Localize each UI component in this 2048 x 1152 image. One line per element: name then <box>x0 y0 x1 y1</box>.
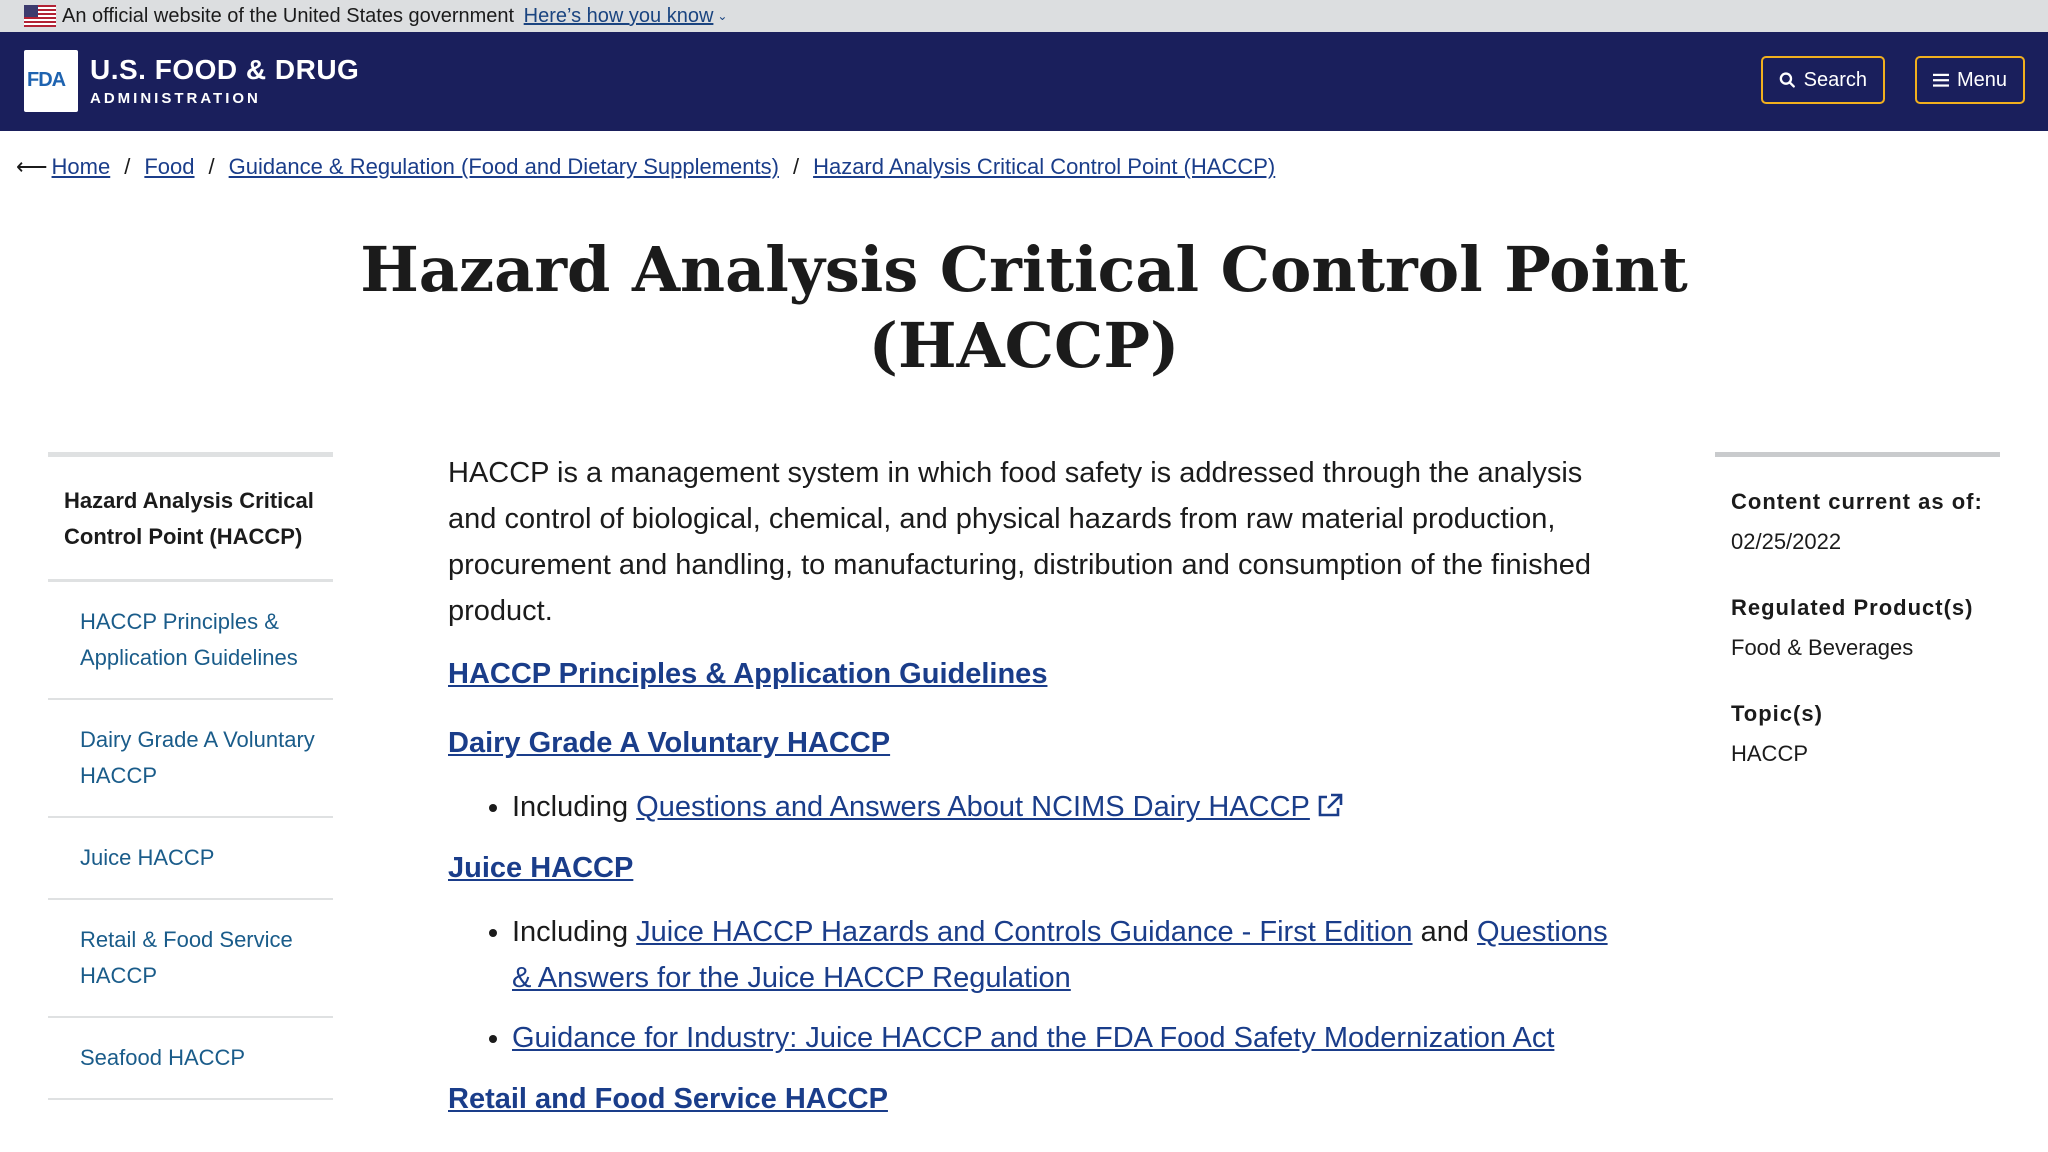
back-arrow-icon: ⟵ <box>16 154 48 179</box>
topics-value: HACCP <box>1731 741 1809 766</box>
main-content <box>448 450 1608 1116</box>
section-nav-haccp-principles[interactable]: HACCP Principles & Application Guidelines <box>48 582 333 700</box>
fda-logo[interactable]: FDA <box>24 50 78 112</box>
gov-banner <box>0 0 2048 32</box>
section-nav-juice-haccp[interactable]: Juice HACCP <box>48 818 333 900</box>
content-current-date: 02/25/2022 <box>1731 529 1842 554</box>
agency-name[interactable]: U.S. FOOD & DRUG <box>90 54 360 85</box>
chevron-down-icon: ⌄ <box>717 9 728 23</box>
gov-banner-text: An official website of the United States government <box>62 5 515 27</box>
menu-button[interactable] <box>1915 56 2025 104</box>
menu-button-label: Menu <box>1956 68 2007 91</box>
dairy-list <box>448 784 1608 830</box>
section-nav-dairy-haccp[interactable]: Dairy Grade A Voluntary HACCP <box>48 700 333 818</box>
heres-how-you-know-link[interactable]: Here’s how you know ⌄ <box>523 5 728 27</box>
list-item: • Including Questions and Answers About NCIMS Dairy HACCP <box>512 784 1608 830</box>
breadcrumb: ⟵ Home / Food / Guidance & Regulation (Food and Dietary Supplements) / Hazard Analysis Critical Control Point (HACCP) <box>16 154 1276 179</box>
search-icon <box>1779 71 1796 89</box>
regulated-products-label: Regulated Product(s) <box>1731 595 1974 620</box>
juice-list <box>448 909 1608 1061</box>
site-header <box>0 32 2048 131</box>
section-nav-retail-haccp[interactable]: Retail & Food Service HACCP <box>48 900 333 1018</box>
juice-hazards-guidance-link[interactable]: Juice HACCP Hazards and Controls Guidance - First Edition <box>636 916 1413 948</box>
section-nav-current[interactable]: Hazard Analysis Critical Control Point (HACCP) <box>48 457 333 582</box>
external-link-icon <box>1316 792 1344 818</box>
ncims-dairy-qa-link[interactable]: Questions and Answers About NCIMS Dairy HACCP <box>636 791 1310 823</box>
breadcrumb-guidance-regulation[interactable]: Guidance & Regulation (Food and Dietary Supplements) <box>228 154 779 179</box>
retail-haccp-link[interactable]: Retail and Food Service HACCP <box>448 1083 888 1115</box>
haccp-principles-link[interactable]: HACCP Principles & Application Guidelines <box>448 658 1048 690</box>
juice-haccp-link[interactable]: Juice HACCP <box>448 852 634 884</box>
breadcrumb-haccp[interactable]: Hazard Analysis Critical Control Point (HACCP) <box>813 154 1276 179</box>
section-nav <box>48 452 333 1100</box>
list-item <box>512 1015 1608 1061</box>
list-item: • Including Juice HACCP Hazards and Controls Guidance - First Edition and Questions & Answers for the Juice HACCP Regulation <box>512 909 1608 1001</box>
hamburger-icon <box>1933 72 1949 88</box>
breadcrumb-food[interactable]: Food <box>144 154 195 179</box>
section-nav-seafood-haccp[interactable]: Seafood HACCP <box>48 1018 333 1100</box>
juice-qa-link[interactable]: Questions & Answers for the Juice HACCP Regulation <box>512 916 1608 994</box>
content-info-sidebar <box>1715 452 2000 767</box>
content-current-label: Content current as of: <box>1731 489 1983 514</box>
breadcrumb-home[interactable]: Home <box>51 154 111 179</box>
topics-label: Topic(s) <box>1731 701 1823 726</box>
dairy-haccp-link[interactable]: Dairy Grade A Voluntary HACCP <box>448 727 891 759</box>
regulated-products-value: Food & Beverages <box>1731 635 1914 660</box>
page-title: Hazard Analysis Critical Control Point (HACCP) <box>360 233 1688 382</box>
intro-paragraph: HACCP is a management system in which food safety is addressed through the analysis and control of biological, chemical, and physical hazards from raw material production, procurement and handling, to manufacturing, distribution and consumption of the finished product. <box>448 457 1591 627</box>
juice-fsma-guidance-link[interactable]: Guidance for Industry: Juice HACCP and the FDA Food Safety Modernization Act <box>512 1022 1555 1054</box>
agency-subtitle[interactable]: ADMINISTRATION <box>90 90 261 107</box>
search-button-label: Search <box>1803 68 1867 91</box>
search-button[interactable] <box>1761 56 1885 104</box>
us-flag-icon <box>24 5 56 27</box>
